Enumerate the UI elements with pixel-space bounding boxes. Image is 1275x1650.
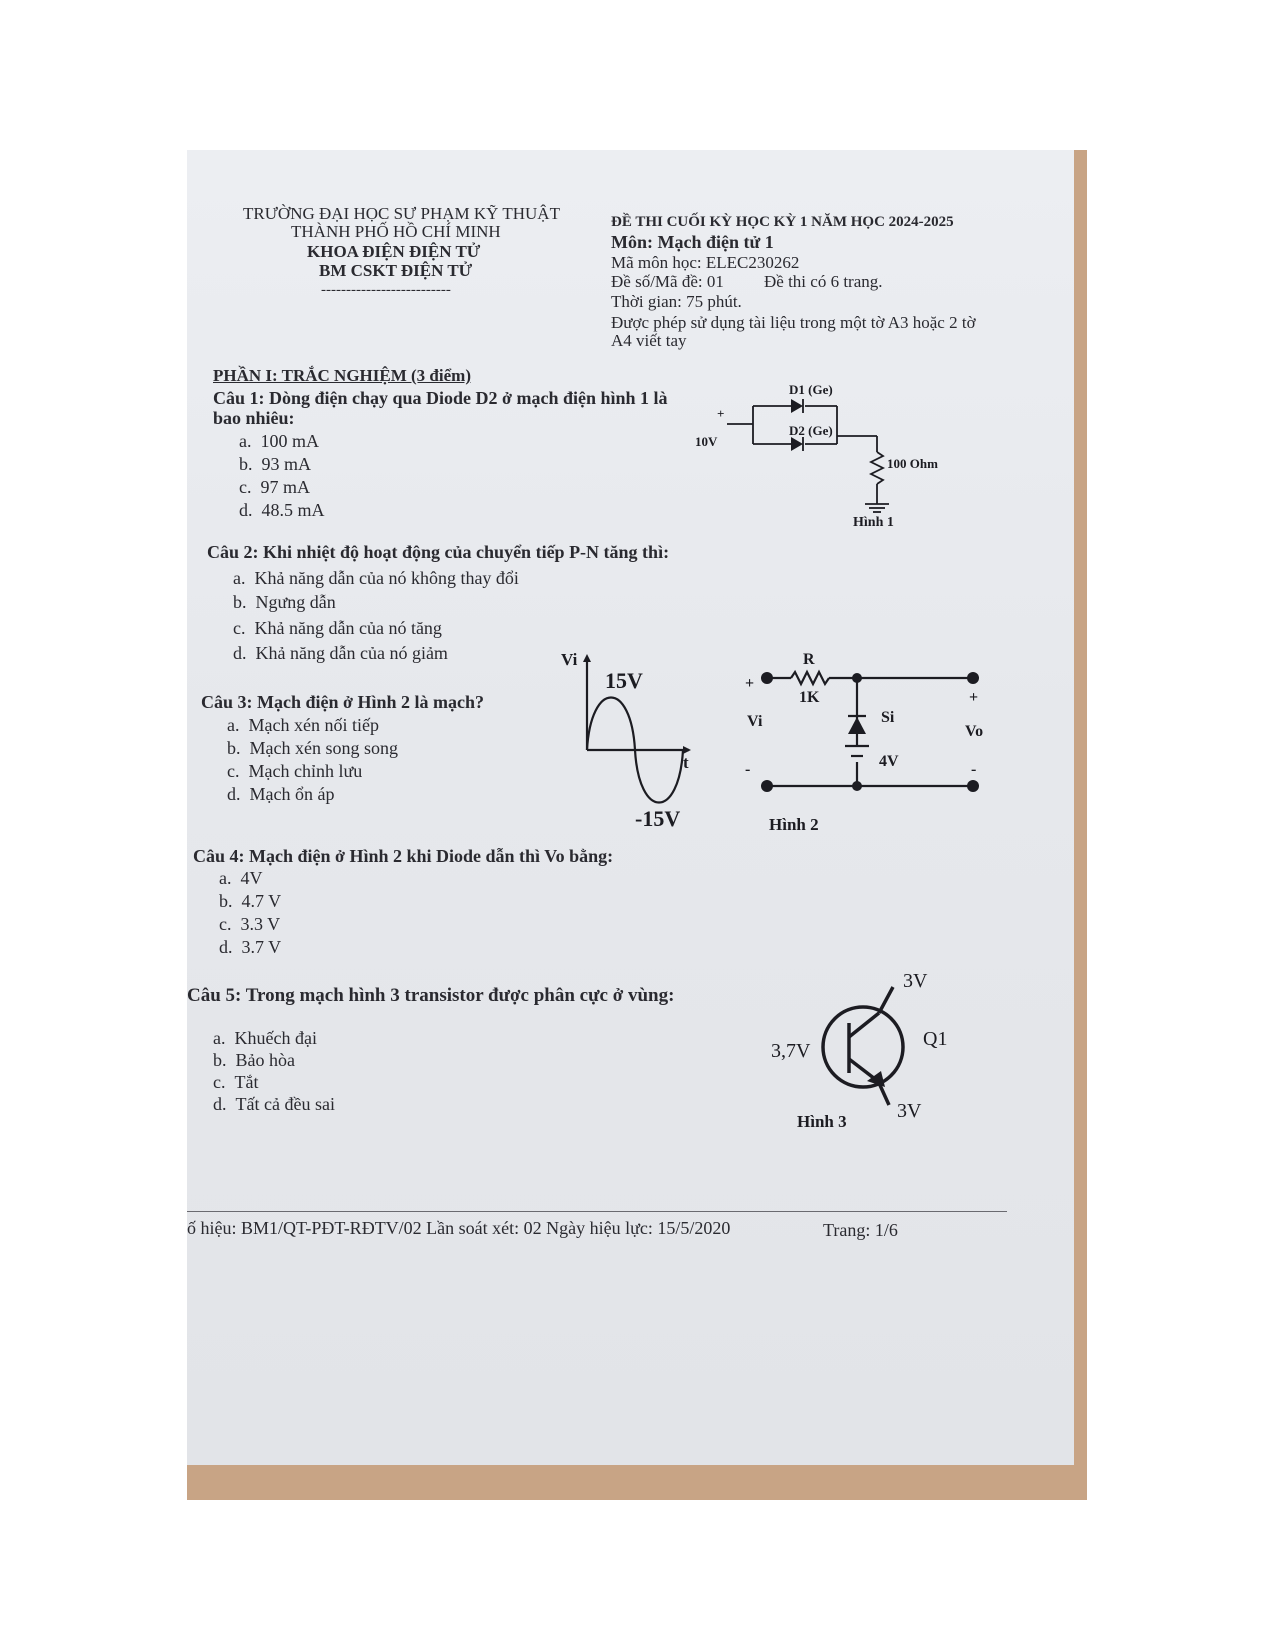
figure-2-circuit: [717, 650, 1017, 850]
option-letter: d.: [219, 937, 233, 957]
option-letter: b.: [239, 454, 253, 474]
option-text: Khả năng dẫn của nó không thay đổi: [254, 568, 519, 588]
option-letter: a.: [239, 431, 252, 451]
exam-title: ĐỀ THI CUỐI KỲ HỌC KỲ 1 NĂM HỌC 2024-2025: [611, 214, 954, 230]
section-title: [213, 366, 471, 386]
option-letter: b.: [233, 592, 247, 612]
option-letter: c.: [239, 477, 252, 497]
faculty-name: KHOA ĐIỆN ĐIỆN TỬ: [307, 242, 481, 261]
course-code: Mã môn học: ELEC230262: [611, 253, 800, 272]
option-text: Mạch xén song song: [249, 738, 398, 758]
figure-3-caption: Hình 3: [797, 1112, 847, 1131]
question-2-option-d: [233, 643, 448, 664]
waveform-peak-positive: 15V: [605, 668, 643, 693]
question-1-stem-line1: Câu 1: Dòng điện chạy qua Diode D2 ở mạch điện hình 1 là: [213, 388, 668, 408]
source-plus: +: [717, 406, 725, 421]
figure-1-caption: Hình 1: [853, 515, 894, 530]
output-vo-label: Vo: [965, 723, 984, 740]
option-letter: a.: [233, 568, 246, 588]
question-1-option-d: [239, 500, 325, 521]
allowed-materials-line2: A4 viết tay: [611, 331, 687, 350]
option-text: 100 mA: [260, 431, 319, 451]
option-text: 4.7 V: [241, 891, 282, 911]
waveform-t-label: t: [683, 753, 689, 772]
option-letter: b.: [213, 1050, 227, 1070]
si-diode-symbol: [848, 717, 866, 734]
option-text: Khuếch đại: [234, 1028, 317, 1048]
option-letter: a.: [219, 868, 232, 888]
resistor-value: 1K: [799, 689, 820, 706]
allowed-materials-line1: Được phép sử dụng tài liệu trong một tờ A3 hoặc 2 tờ: [611, 313, 976, 332]
question-2-stem: Câu 2: Khi nhiệt độ hoạt động của chuyển tiếp P-N tăng thì:: [207, 542, 670, 562]
subject-name: Môn: Mạch điện tử 1: [611, 232, 774, 252]
output-plus: +: [969, 689, 979, 706]
figure-1-circuit: [687, 380, 987, 530]
option-text: Tắt: [234, 1072, 259, 1092]
option-letter: c.: [219, 914, 232, 934]
footer-rule: [187, 1211, 1007, 1212]
waveform-peak-negative: -15V: [635, 806, 681, 831]
resistor-label: 100 Ohm: [887, 456, 938, 471]
question-2-option-a: [233, 568, 519, 589]
question-5-stem: Câu 5: Trong mạch hình 3 transistor được phân cực ở vùng:: [187, 985, 675, 1006]
question-4-option-b: [219, 891, 281, 912]
option-letter: b.: [219, 891, 233, 911]
question-1-option-a: [239, 431, 319, 452]
diode-d2-symbol: [791, 437, 803, 451]
base-voltage: 3,7V: [771, 1040, 811, 1062]
option-letter: c.: [227, 761, 240, 781]
option-text: 4V: [240, 868, 263, 888]
exam-duration: Thời gian: 75 phút.: [611, 292, 742, 311]
option-letter: c.: [213, 1072, 226, 1092]
option-letter: d.: [239, 500, 253, 520]
option-text: 97 mA: [260, 477, 310, 497]
question-5-option-b: [213, 1050, 295, 1071]
battery-label: 4V: [879, 753, 899, 770]
question-2-option-b: [233, 592, 336, 613]
question-4-option-c: [219, 914, 280, 935]
university-name-line2: THÀNH PHỐ HỒ CHÍ MINH: [291, 222, 501, 241]
option-letter: a.: [227, 715, 240, 735]
option-text: 3.7 V: [241, 937, 282, 957]
option-text: Tất cả đều sai: [235, 1094, 335, 1114]
option-text: Ngưng dẫn: [255, 592, 336, 612]
output-minus: -: [971, 761, 977, 778]
question-2-option-c: [233, 618, 442, 639]
option-text: 48.5 mA: [261, 500, 325, 520]
figure-2-caption: Hình 2: [769, 815, 819, 834]
question-1-stem-line2: bao nhiêu:: [213, 408, 295, 428]
figure-2-waveform: [557, 650, 717, 835]
waveform-vi-label: Vi: [561, 650, 578, 669]
footer-page-number: Trang: 1/6: [823, 1220, 898, 1240]
resistor-r-label: R: [803, 651, 815, 668]
question-3-stem: Câu 3: Mạch điện ở Hình 2 là mạch?: [201, 692, 484, 712]
option-text: 3.3 V: [240, 914, 281, 934]
question-1-option-b: [239, 454, 311, 475]
exam-paper: [187, 150, 1074, 1465]
input-vi-label: Vi: [747, 713, 763, 730]
question-4-stem: Câu 4: Mạch điện ở Hình 2 khi Diode dẫn thì Vo bằng:: [193, 846, 614, 866]
option-text: Mạch xén nối tiếp: [248, 715, 379, 735]
figure-3-transistor: [757, 965, 987, 1135]
input-plus: +: [745, 675, 755, 692]
department-name: BM CSKT ĐIỆN TỬ: [319, 261, 473, 280]
question-4-option-d: [219, 937, 281, 958]
option-letter: d.: [233, 643, 247, 663]
emitter-voltage: 3V: [897, 1100, 922, 1122]
d1-label: D1 (Ge): [789, 382, 833, 397]
footer-doc-code: ố hiệu: BM1/QT-PĐT-RĐTV/02 Lần soát xét: 02 Ngày hiệu lực: 15/5/2020: [187, 1218, 731, 1238]
option-letter: c.: [233, 618, 246, 638]
question-3-option-a: [227, 715, 379, 736]
university-name-line1: TRƯỜNG ĐẠI HỌC SƯ PHẠM KỸ THUẬT: [243, 204, 560, 223]
option-letter: a.: [213, 1028, 226, 1048]
source-value: 10V: [695, 434, 718, 449]
option-letter: b.: [227, 738, 241, 758]
question-3-option-d: [227, 784, 334, 805]
question-3-option-b: [227, 738, 398, 759]
page-count: Đề thi có 6 trang.: [764, 272, 883, 291]
option-text: Mạch ổn áp: [249, 784, 335, 804]
header-separator: --------------------------: [321, 282, 451, 298]
option-letter: d.: [227, 784, 241, 804]
input-minus: -: [745, 761, 751, 778]
option-text: Khả năng dẫn của nó tăng: [254, 618, 442, 638]
section-title-text: PHẦN I: TRẮC NGHIỆM (3 điểm): [213, 366, 471, 385]
collector-voltage: 3V: [903, 970, 928, 992]
diode-d1-symbol: [791, 399, 803, 413]
question-5-option-c: [213, 1072, 259, 1093]
option-text: 93 mA: [261, 454, 311, 474]
transistor-name: Q1: [923, 1028, 948, 1050]
question-5-option-d: [213, 1094, 335, 1115]
si-diode-label: Si: [881, 709, 895, 726]
option-letter: d.: [213, 1094, 227, 1114]
question-3-option-c: [227, 761, 362, 782]
question-5-option-a: [213, 1028, 317, 1049]
question-1-option-c: [239, 477, 310, 498]
option-text: Khả năng dẫn của nó giảm: [255, 643, 448, 663]
option-text: Bảo hòa: [235, 1050, 295, 1070]
question-4-option-a: [219, 868, 263, 889]
d2-label: D2 (Ge): [789, 423, 833, 438]
exam-number: Đề số/Mã đề: 01: [611, 272, 724, 291]
photo-background: [187, 150, 1087, 1500]
option-text: Mạch chỉnh lưu: [248, 761, 363, 781]
